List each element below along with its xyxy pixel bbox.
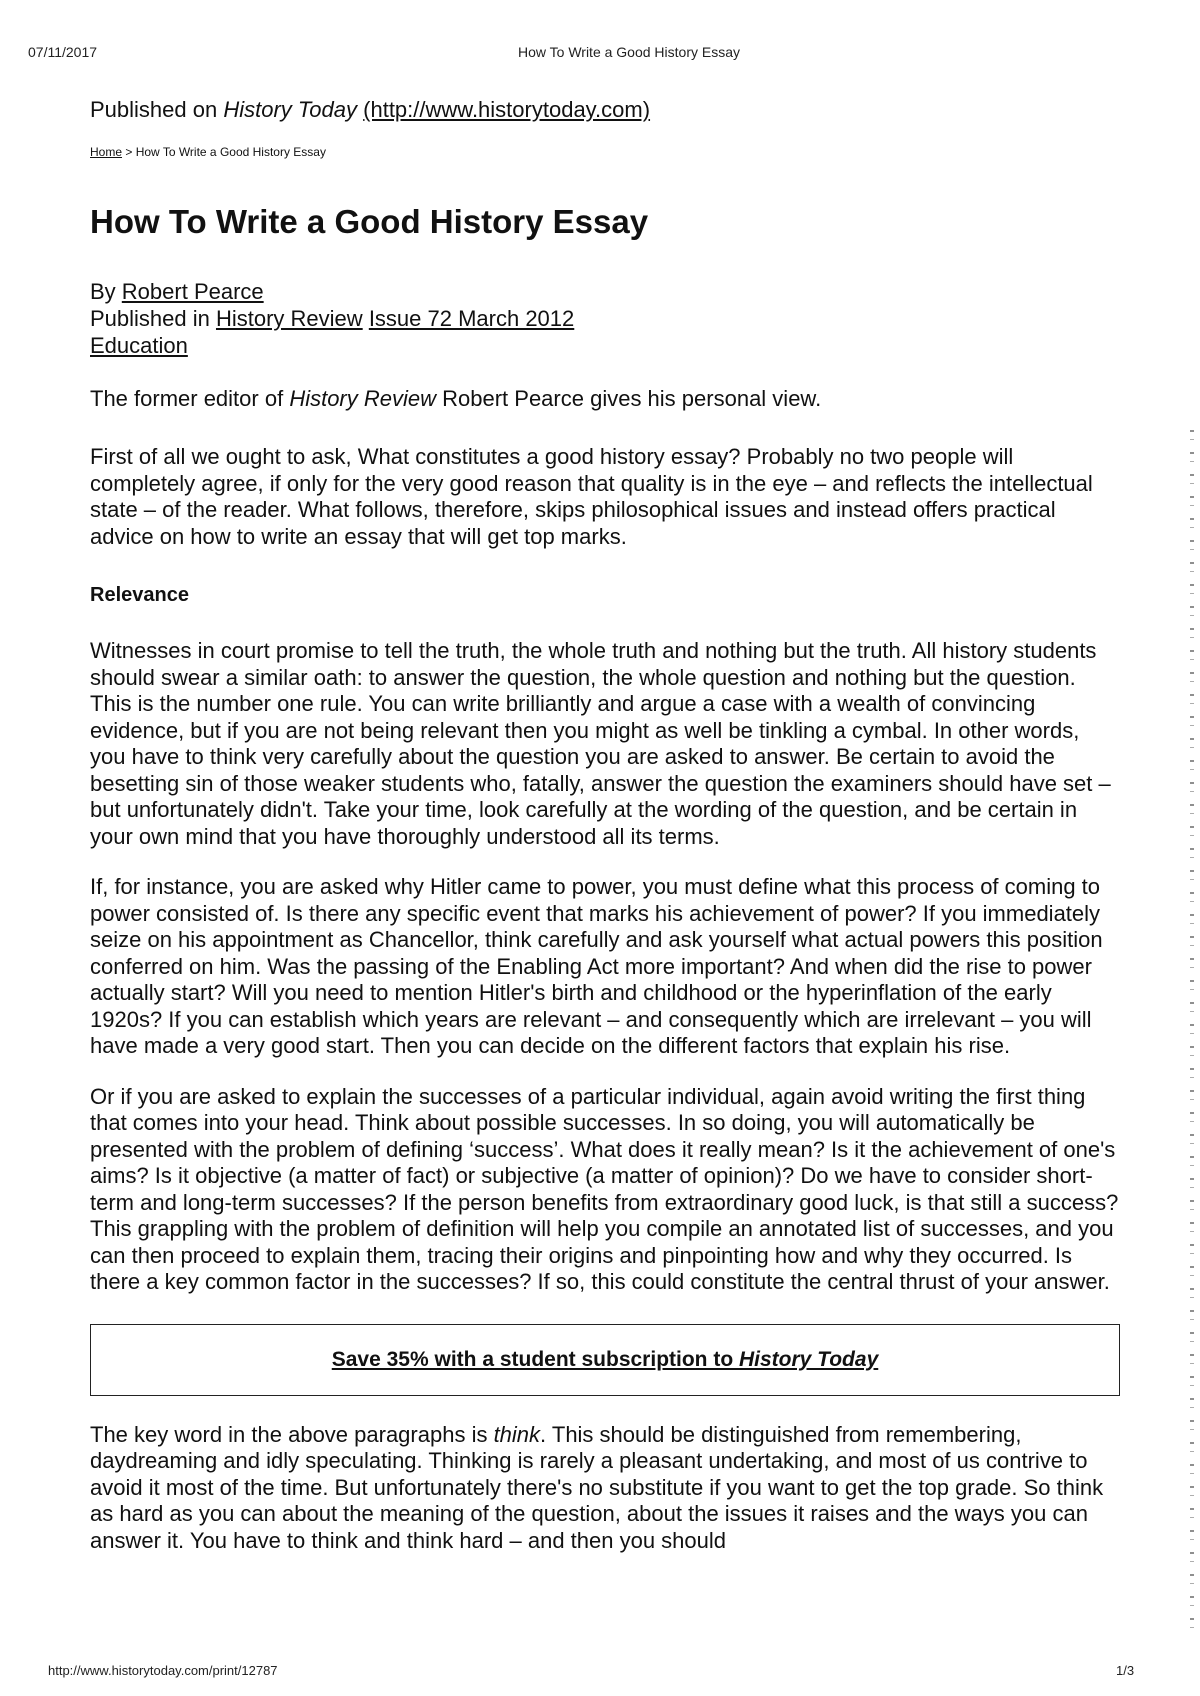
breadcrumb-current: > How To Write a Good History Essay bbox=[122, 145, 326, 159]
breadcrumb bbox=[90, 144, 1120, 160]
intro-paragraph bbox=[90, 385, 1120, 412]
print-date: 07/11/2017 bbox=[28, 44, 98, 60]
promo-text: Save 35% with a student subscription to bbox=[331, 1347, 739, 1371]
paragraph-5-suffix: . This should be distinguished from remembering, daydreaming and idly speculating. Thinking is rarely a pleasant undertaking, and most of us contrive to avoid it most of the time. But unfortunately there's no substitute if you want to get the top grade. So think as hard as you can about the meaning of the question, about the issues it raises and the ways you can answer it. You have to think and think hard – and then you should bbox=[90, 1421, 1104, 1553]
print-page-title: How To Write a Good History Essay bbox=[518, 44, 741, 60]
published-on bbox=[90, 96, 1120, 124]
paragraph-1: First of all we ought to ask, What constitutes a good history essay? Probably no two people will completely agree, if only for the very good reason that quality is in the eye – and reflects the intellectual state – of the reader. What follows, therefore, skips philosophical issues and instead offers practical advice on how to write an essay that will get top marks. bbox=[90, 444, 1093, 549]
print-page-number: 1/3 bbox=[1116, 1663, 1135, 1678]
intro-prefix: The former editor of bbox=[90, 386, 290, 411]
byline bbox=[90, 278, 1120, 359]
paragraph-5-em: think bbox=[493, 1421, 541, 1447]
scan-edge-artifact bbox=[1190, 430, 1194, 1630]
author-link[interactable]: Robert Pearce bbox=[121, 279, 264, 304]
promo-publication: History Today bbox=[739, 1347, 879, 1371]
intro-publication: History Review bbox=[289, 386, 437, 411]
category-link[interactable]: Education bbox=[90, 333, 188, 358]
article-page bbox=[90, 96, 1120, 1554]
published-on-prefix: Published on bbox=[90, 97, 224, 122]
publication-link[interactable]: History Review bbox=[215, 306, 363, 331]
subscription-promo-box[interactable] bbox=[90, 1324, 1120, 1396]
published-in-prefix: Published in bbox=[90, 306, 216, 331]
print-header bbox=[28, 44, 1160, 64]
paragraph-3: If, for instance, you are asked why Hitler came to power, you must define what this process of coming to power consisted of. Is there any specific event that marks his achievement of power? If you immediately seize on his appointment as Chancellor, think carefully and ask yourself what actual powers this position conferred on him. Was the passing of the Enabling Act more important? And when did the rise to power actually start? Will you need to mention Hitler's birth and childhood or the hyperinflation of the early 1920s? If you can establish which years are relevant – and consequently which are irrelevant – you will have made a very good start. Then you can decide on the different factors that explain his rise. bbox=[90, 874, 1103, 1058]
paragraph-2: Witnesses in court promise to tell the truth, the whole truth and nothing but the truth. All history students should swear a similar oath: to answer the question, the whole question and nothing but the question. This is the number one rule. You can write brilliantly and argue a case with a wealth of convincing evidence, but if you are not being relevant then you might as well be tinkling a cymbal. In other words, you have to think very carefully about the question you are asked to answer. Be certain to avoid the besetting sin of those weaker students who, fatally, answer the question the examiners should have set – but unfortunately didn't. Take your time, look carefully at the wording of the question, and be certain in your own mind that you have thoroughly understood all its terms. bbox=[90, 638, 1111, 849]
issue-link[interactable]: Issue 72 March 2012 bbox=[368, 306, 575, 331]
site-name: History Today bbox=[223, 97, 358, 122]
breadcrumb-home-link[interactable]: Home bbox=[90, 145, 123, 159]
heading-relevance: Relevance bbox=[90, 584, 189, 606]
paragraph-5 bbox=[90, 1422, 1120, 1555]
by-prefix: By bbox=[90, 279, 122, 304]
paragraph-4: Or if you are asked to explain the successes of a particular individual, again avoid writing the first thing that comes into your head. Think about possible successes. In so doing, you will automatically be presented with the problem of defining ‘success’. What does it really mean? Is it the achievement of one's aims? Is it objective (a matter of fact) or subjective (a matter of opinion)? Do we have to consider short-term and long-term successes? If the person benefits from extraordinary good luck, is that still a success? This grappling with the problem of definition will help you compile an annotated list of successes, and you can then proceed to explain them, tracing their origins and pinpointing how and why they occurred. Is there a key common factor in the successes? If so, this could constitute the central thrust of your answer. bbox=[90, 1083, 1119, 1294]
intro-suffix: Robert Pearce gives his personal view. bbox=[436, 386, 822, 411]
article-title: How To Write a Good History Essay bbox=[90, 203, 649, 240]
paragraph-5-prefix: The key word in the above paragraphs is bbox=[90, 1421, 494, 1447]
site-url-link[interactable]: (http://www.historytoday.com) bbox=[363, 97, 651, 122]
subscription-promo-link[interactable] bbox=[332, 1348, 879, 1372]
print-url: http://www.historytoday.com/print/12787 bbox=[48, 1663, 278, 1678]
